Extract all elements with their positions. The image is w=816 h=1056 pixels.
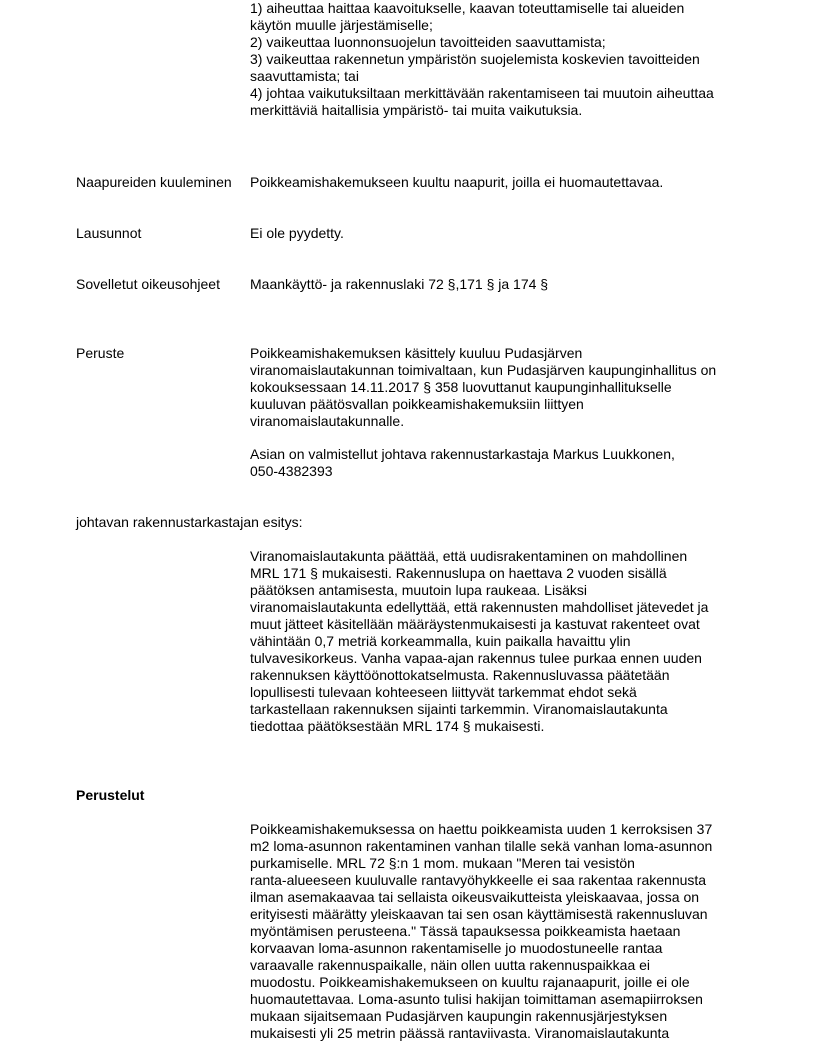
naapurit-text: Poikkeamishakemukseen kuultu naapurit, joilla ei huomautettavaa. xyxy=(250,174,664,190)
esitys-heading: johtavan rakennustarkastajan esitys: xyxy=(76,514,303,530)
lausunnot-label: Lausunnot xyxy=(76,225,142,241)
condition-1: 1) aiheuttaa haittaa kaavoitukselle, kaavan toteuttamiselle tai alueiden käytön muulle järjestämiselle; xyxy=(250,0,685,33)
condition-2: 2) vaikeuttaa luonnonsuojelun tavoitteiden saavuttamista; xyxy=(250,34,606,50)
esitys-text: Viranomaislautakunta päättää, että uudisrakentaminen on mahdollinen MRL 171 § mukaisesti. Rakennuslupa on haettava 2 vuoden sisällä päätöksen antamisesta, muutoin lupa raukeaa. Lisäksi viranomaislautakunta edellyttää, että rakennusten mahdolliset jätevedet ja muut jätteet käsitellään määräystenmukaisesti ja kastuvat rakenteet ovat vähintään 0,7 metriä korkeammalla, kuin paikalla havaittu ylin tulvavesikorkeus. Vanha vapaa-ajan rakennus tulee purkaa ennen uuden rakennuksen käyttöönottokatselmusta. Rakennusluvassa päätetään lopullisesti tulevaan kohteeseen liittyvät tarkemmat ehdot sekä tarkastellaan rakennuksen sijainti tarkemmin. Viranomaislautakunta tiedottaa päätöksestään MRL 174 § mukaisesti. xyxy=(250,548,709,734)
oikeusohjeet-text: Maankäyttö- ja rakennuslaki 72 §,171 § ja 174 § xyxy=(250,276,549,292)
naapurit-label: Naapureiden kuuleminen xyxy=(76,174,232,190)
valmistelija-text: Asian on valmistellut johtava rakennustarkastaja Markus Luukkonen, 050-4382393 xyxy=(250,446,675,479)
perustelut-heading: Perustelut xyxy=(76,787,145,803)
condition-3: 3) vaikeuttaa rakennetun ympäristön suojelemista koskevien tavoitteiden saavuttamista; tai xyxy=(250,51,700,84)
peruste-text: Poikkeamishakemuksen käsittely kuuluu Pudasjärven viranomaislautakunnan toimivaltaan, kun Pudasjärven kaupunginhallitus on kokouksessaan 14.11.2017 § 358 luovuttanut kaupunginhallitukselle kuuluvan päätösvallan poikkeamishakemuksiin liittyen viranomaislautakunnalle. xyxy=(250,345,717,429)
lausunnot-text: Ei ole pyydetty. xyxy=(250,225,344,241)
condition-4: 4) johtaa vaikutuksiltaan merkittävään rakentamiseen tai muutoin aiheuttaa merkittäviä haitallisia ympäristö- tai muita vaikutuksia. xyxy=(250,85,714,118)
oikeusohjeet-label: Sovelletut oikeusohjeet xyxy=(76,276,220,292)
perustelut-text: Poikkeamishakemuksessa on haettu poikkeamista uuden 1 kerroksisen 37 m2 loma-asunnon rakentaminen vanhan tilalle sekä vanhan loma-asunnon purkamiselle. MRL 72 §:n 1 mom. mukaan "Meren tai vesistön ranta-alueeseen kuuluvalle rantavyöhykkeelle ei saa rakentaa rakennusta ilman asemakaavaa tai sellaista oikeusvaikutteista yleiskaavaa, jossa on erityisesti määrätty yleiskaavan tai sen osan käyttämisestä rakennusluvan myöntämisen perusteena." Tässä tapauksessa poikkeamista haetaan korvaavan loma-asunnon rakentamiselle jo muodostuneelle rantaa varaavalle rakennuspaikalle, näin ollen uutta rakennuspaikkaa ei muodostu. Poikkeamishakemukseen on kuultu rajanaapurit, joille ei ole huomautettavaa. Loma-asunto tulisi hakijan toimittaman asemapiirroksen mukaan sijaitsemaan Pudasjärven kaupungin rakennusjärjestyksen mukaisesti yli 25 metrin päässä rantaviivasta. Viranomaislautakunta xyxy=(250,821,713,1041)
peruste-label: Peruste xyxy=(76,345,125,361)
